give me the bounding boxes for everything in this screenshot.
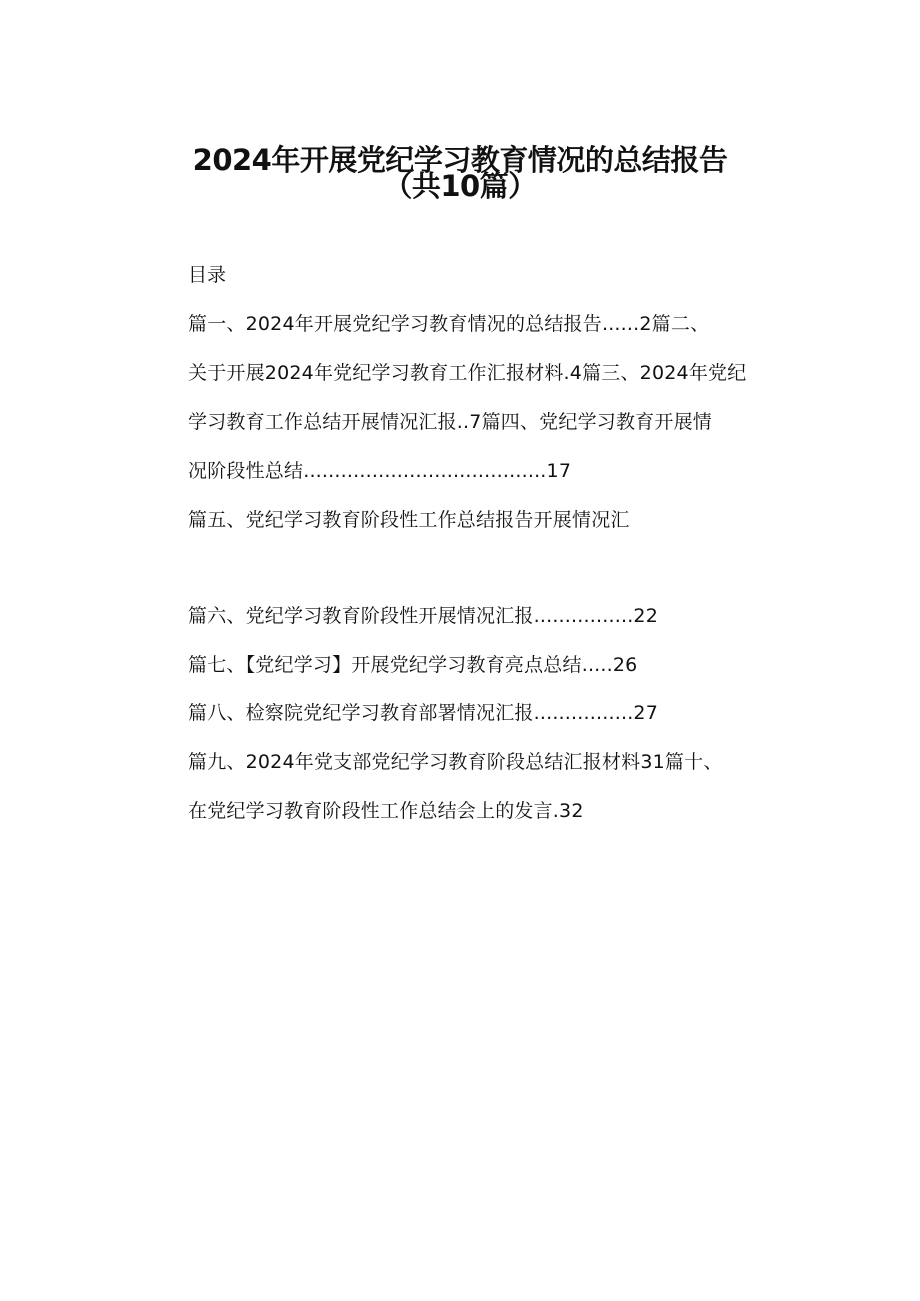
document-title: 2024年开展党纪学习教育情况的总结报告 — [192, 143, 728, 177]
toc-line: 篇八、检察院党纪学习教育部署情况汇报................27 — [188, 702, 659, 724]
toc-line: 篇六、党纪学习教育阶段性开展情况汇报................22 — [188, 605, 659, 627]
toc-line: 学习教育工作总结开展情况汇报..7篇四、党纪学习教育开展情 — [188, 411, 712, 433]
toc-heading: 目录 — [188, 264, 227, 286]
toc-line: 篇五、党纪学习教育阶段性工作总结报告开展情况汇 — [188, 509, 630, 531]
toc-line: 关于开展2024年党纪学习教育工作汇报材料.4篇三、2024年党纪 — [188, 362, 747, 384]
toc-line: 况阶段性总结.......................................17 — [188, 460, 572, 482]
toc-line: 篇九、2024年党支部党纪学习教育阶段总结汇报材料31篇十、 — [188, 751, 723, 773]
toc-line: 在党纪学习教育阶段性工作总结会上的发言.32 — [188, 800, 584, 822]
toc-line: 篇一、2024年开展党纪学习教育情况的总结报告......2篇二、 — [188, 313, 710, 335]
toc-line: 篇七、【党纪学习】开展党纪学习教育亮点总结.....26 — [188, 654, 638, 676]
document-subtitle: （共10篇） — [383, 169, 537, 203]
